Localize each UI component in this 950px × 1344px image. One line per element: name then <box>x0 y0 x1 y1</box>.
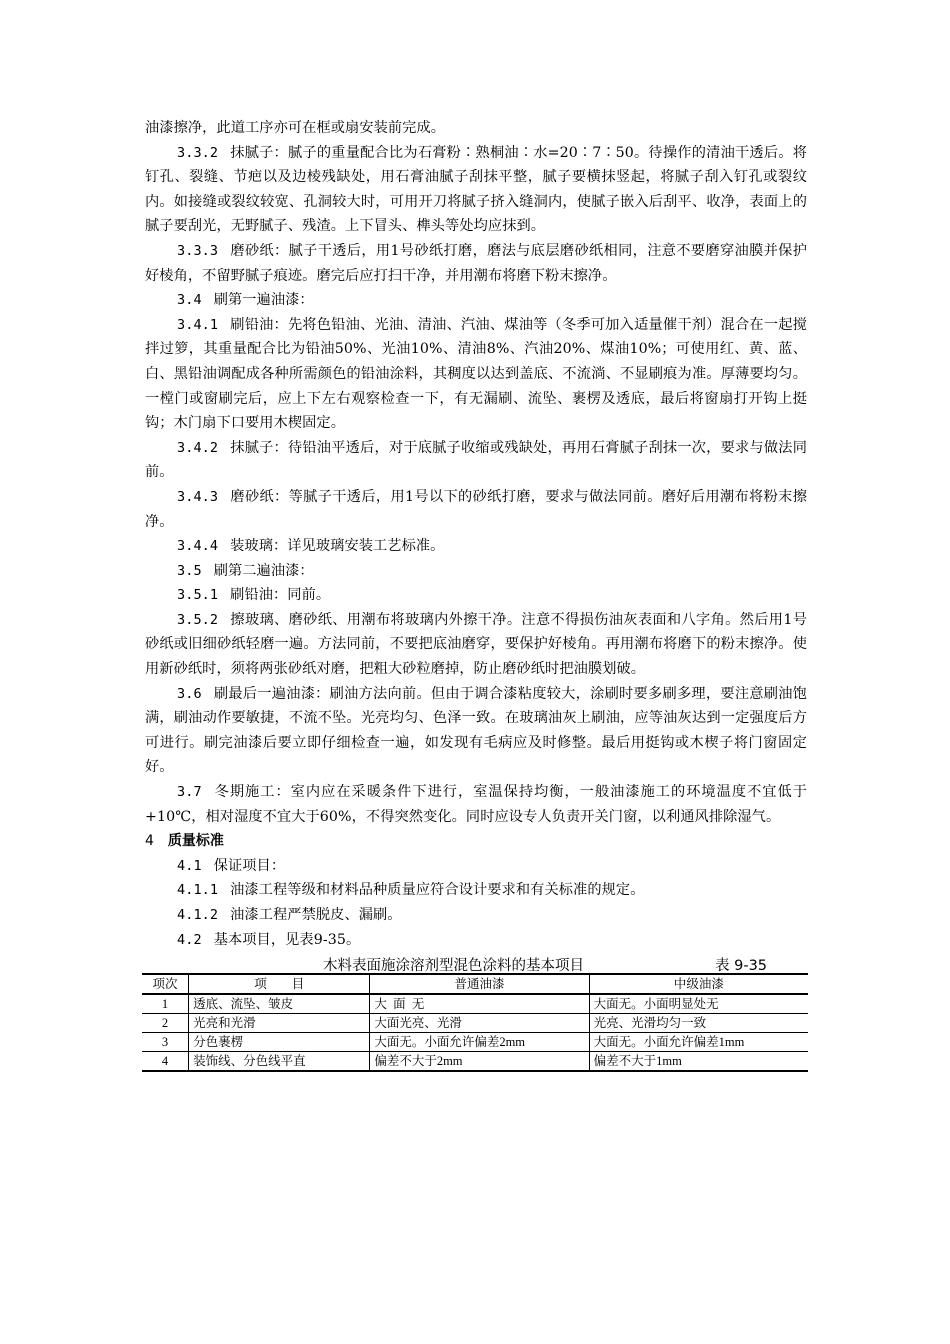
section-number: 4 <box>145 833 154 850</box>
paragraph-3-6 <box>145 682 807 780</box>
cell-ordinary: 偏差不大于2mm <box>370 1052 589 1072</box>
table-row <box>142 1033 808 1052</box>
paragraph-3-3-2 <box>145 141 807 239</box>
table-header-row <box>142 974 808 994</box>
cell-medium: 光亮、光滑均匀一致 <box>589 1014 808 1033</box>
paragraph-4-2 <box>145 928 807 953</box>
cell-medium: 偏差不大于1mm <box>589 1052 808 1072</box>
clause-number: 3.5 <box>177 562 202 579</box>
cell-ordinary: 大面无。小面允许偏差2mm <box>370 1033 589 1052</box>
clause-number: 3.4.4 <box>177 538 219 555</box>
cell-index: 1 <box>161 997 169 1012</box>
header-medium-paint: 中级油漆 <box>589 974 808 994</box>
paragraph-continuation <box>145 116 807 141</box>
paragraph-text: 刷第一遍油漆： <box>213 292 314 309</box>
paragraph-3-3-3 <box>145 239 807 288</box>
paragraph-4-1 <box>145 854 807 879</box>
paragraph-text: 抹腻子：腻子的重量配合比为石膏粉∶熟桐油∶水=20∶7∶50。待操作的清油干透后。将钉孔、裂缝、节疤以及边棱残缺处，用石膏油腻子刮抹平整，腻子要横抹竖起，将腻子刮入钉孔或裂纹内。如接缝或裂纹较宽、孔洞较大时，可用开刀将腻子挤入缝洞内，使腻子嵌入后刮平、收净，表面上的腻子要刮光，无野腻子、残渣。上下冒头、榫头等处均应抹到。 <box>145 144 807 235</box>
header-index: 项次 <box>152 977 178 992</box>
clause-number: 4.2 <box>177 931 202 948</box>
cell-ordinary: 大 面 无 <box>370 994 589 1014</box>
paragraph-text: 磨砂纸：腻子干透后，用1号砂纸打磨，磨法与底层磨砂纸相同，注意不要磨穿油膜并保护好棱角，不留野腻子痕迹。磨完后应打扫干净，并用潮布将磨下粉末擦净。 <box>145 242 807 284</box>
paragraph-text: 抹腻子：待铅油平透后，对于底腻子收缩或残缺处，再用石膏腻子刮抹一次，要求与做法同前。 <box>145 439 807 481</box>
paragraph-text: 刷铅油：先将色铅油、光油、清油、汽油、煤油等（冬季可加入适量催干剂）混合在一起搅拌过箩，其重量配合比为铅油50%、光油10%、清油8%、汽油20%、煤油10%；可使用红、黄、蓝、白、黑铅油调配成各种所需颜色的铅油涂料，其稠度以达到盖底、不流淌、不显刷痕为准。厚薄要均匀。一樘门或窗刷完后，应上下左右观察检查一下，有无漏刷、流坠、裹楞及透底，最后将窗扇打开钩上挺钩；木门扇下口要用木楔固定。 <box>145 316 807 432</box>
paragraph-3-5 <box>145 559 807 584</box>
table-row <box>142 1014 808 1033</box>
paragraph-3-5-2 <box>145 608 807 682</box>
paragraph-text: 磨砂纸：等腻子干透后，用1号以下的砂纸打磨，要求与做法同前。磨好后用潮布将粉末擦净。 <box>145 488 807 530</box>
cell-medium: 大面无。小面允许偏差1mm <box>589 1033 808 1052</box>
paragraph-3-7 <box>145 780 807 829</box>
document-page <box>145 116 807 1072</box>
clause-number: 3.3.2 <box>177 144 219 161</box>
paragraph-3-5-1 <box>145 583 807 608</box>
header-ordinary-paint: 普通油漆 <box>370 974 589 994</box>
clause-number: 3.3.3 <box>177 242 219 259</box>
cell-ordinary: 大面光亮、光滑 <box>370 1014 589 1033</box>
clause-number: 3.4.3 <box>177 488 219 505</box>
cell-index: 2 <box>161 1016 169 1031</box>
paragraph-3-4-4 <box>145 534 807 559</box>
paragraph-3-4-3 <box>145 485 807 534</box>
paragraph-4-1-1 <box>145 878 807 903</box>
quality-items-table <box>142 973 808 1072</box>
cell-item: 分色裹楞 <box>189 1033 370 1052</box>
paragraph-3-4-1 <box>145 313 807 436</box>
clause-number: 3.4 <box>177 292 202 309</box>
cell-index: 3 <box>161 1035 169 1050</box>
paragraph-4-1-2 <box>145 903 807 928</box>
cell-item: 光亮和光滑 <box>189 1014 370 1033</box>
clause-number: 4.1 <box>177 857 202 874</box>
paragraph-text: 油漆工程等级和材料品种质量应符合设计要求和有关标准的规定。 <box>230 882 645 899</box>
clause-number: 3.4.2 <box>177 439 219 456</box>
clause-number: 4.1.1 <box>177 882 219 899</box>
paragraph-3-4-2 <box>145 436 807 485</box>
paragraph-text: 油漆工程严禁脱皮、漏刷。 <box>230 907 402 923</box>
paragraph-text: 保证项目： <box>213 857 286 874</box>
clause-number: 3.6 <box>177 685 202 702</box>
table-title: 木料表面施涂溶剂型混色涂料的基本项目 <box>323 958 584 975</box>
clause-number: 3.7 <box>177 784 202 801</box>
cell-item: 装饰线、分色线平直 <box>189 1052 370 1072</box>
header-item: 项 目 <box>189 974 370 994</box>
table-row <box>142 1052 808 1072</box>
clause-number: 3.5.2 <box>177 611 219 628</box>
clause-number: 3.4.1 <box>177 316 219 333</box>
clause-number: 4.1.2 <box>177 907 219 923</box>
paragraph-text: 油漆擦净，此道工序亦可在框或扇安装前完成。 <box>145 120 446 136</box>
table-row <box>142 994 808 1014</box>
paragraph-text: 刷铅油：同前。 <box>230 587 331 604</box>
table-caption <box>145 954 807 973</box>
paragraph-text: 装玻璃：详见玻璃安装工艺标准。 <box>230 538 445 555</box>
cell-item: 透底、流坠、皱皮 <box>189 994 370 1014</box>
paragraph-text: 擦玻璃、磨砂纸、用潮布将玻璃内外擦干净。注意不得损伤油灰表面和八字角。然后用1号砂纸或旧细砂纸轻磨一遍。方法同前，不要把底油磨穿，要保护好棱角。再用潮布将磨下的粉末擦净。使用新砂纸时，须将两张砂纸对磨，把粗大砂粒磨掉，防止磨砂纸时把油膜划破。 <box>145 611 807 678</box>
section-heading-4 <box>145 829 807 854</box>
cell-medium: 大面无。小面明显处无 <box>589 994 808 1014</box>
paragraph-3-4 <box>145 288 807 313</box>
table-reference: 表 9-35 <box>715 958 768 975</box>
section-title: 质量标准 <box>167 833 224 850</box>
cell-index: 4 <box>161 1054 169 1069</box>
paragraph-text: 刷最后一遍油漆：刷油方法向前。但由于调合漆粘度较大，涂刷时要多刷多理，要注意刷油饱满，刷油动作要敏捷，不流不坠。光亮均匀、色泽一致。在玻璃油灰上刷油，应等油灰达到一定强度后方可进行。刷完油漆后要立即仔细检查一遍，如发现有毛病应及时修整。最后用挺钩或木楔子将门窗固定好。 <box>145 685 807 776</box>
paragraph-text: 刷第二遍油漆： <box>213 562 314 579</box>
paragraph-text: 冬期施工：室内应在采暖条件下进行，室温保持均衡，一般油漆施工的环境温度不宜低于+10℃，相对湿度不宜大于60%，不得突然变化。同时应设专人负责开关门窗，以利通风排除湿气。 <box>145 784 807 825</box>
paragraph-text: 基本项目，见表9-35。 <box>213 931 361 948</box>
clause-number: 3.5.1 <box>177 587 219 604</box>
